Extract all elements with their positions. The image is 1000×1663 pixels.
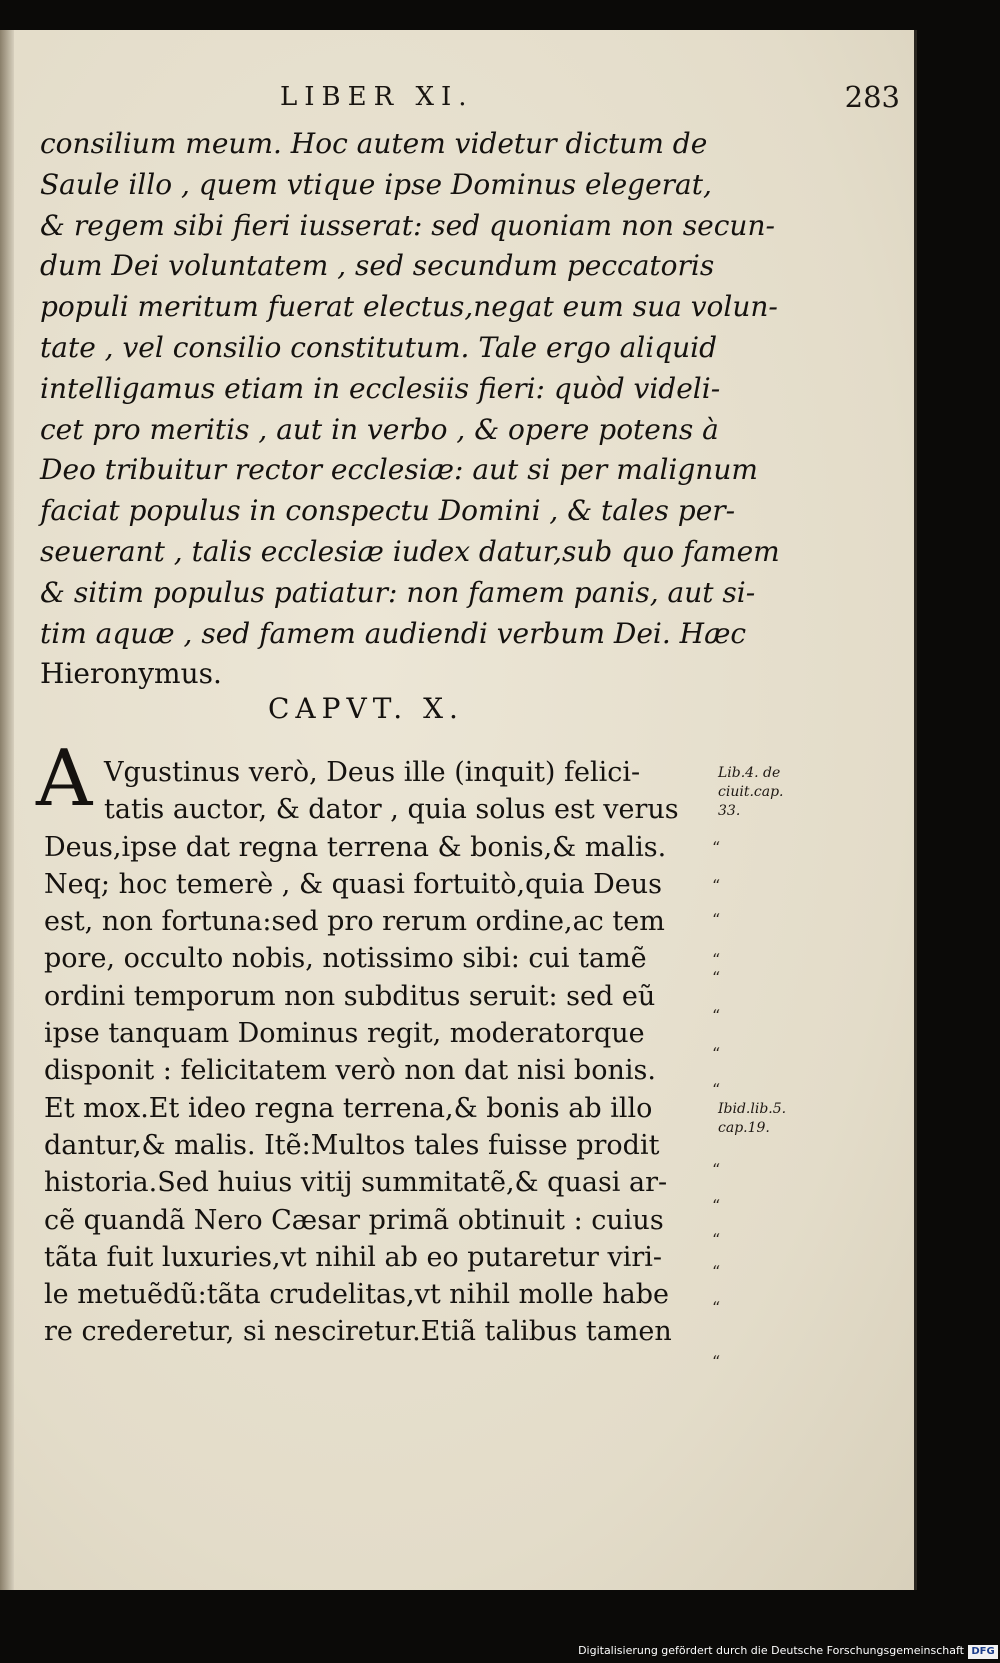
text-line: cet pro meritis , aut in verbo , & opere potens à [40, 412, 719, 446]
page-number: 283 [844, 80, 900, 114]
text-line: Saule illo , quem vtique ipse Dominus elegerat, [40, 167, 712, 201]
margin-quote-mark: “ [712, 1196, 721, 1215]
text-line: Hieronymus. [40, 657, 222, 691]
running-head: LIBER XI. [280, 82, 474, 112]
margin-quote-mark: “ [712, 876, 721, 895]
text-line: re crederetur, si nesciretur.Etiã talibus tamen [44, 1316, 672, 1348]
text-line: tim aquæ , sed famem audiendi verbum Dei. Hæc [40, 616, 747, 650]
margin-quote-mark: “ [712, 1298, 721, 1317]
text-line: & sitim populus patiatur: non famem panis, aut si- [40, 575, 756, 609]
chapter-heading: CAPVT. X. [268, 692, 464, 725]
text-line: seuerant , talis ecclesiæ iudex datur,sub quo famem [40, 534, 780, 568]
text-line: tate , vel consilio constitutum. Tale ergo aliquid [40, 330, 718, 364]
text-line: le metuẽdũ:tãta crudelitas,vt nihil molle habe [44, 1279, 669, 1311]
digitization-credit: Digitalisierung gefördert durch die Deutsche Forschungsgemeinschaft [578, 1644, 964, 1657]
text-line: tatis auctor, & dator , quia solus est verus [104, 794, 679, 826]
margin-quote-mark: “ [712, 1006, 721, 1025]
dfg-logo: DFG [968, 1645, 998, 1659]
margin-quote-mark: “ [712, 838, 721, 857]
text-line: & regem sibi fieri iusserat: sed quoniam non secun- [40, 208, 775, 242]
text-line: est, non fortuna:sed pro rerum ordine,ac tem [44, 906, 665, 938]
text-line: dum Dei voluntatem , sed secundum peccatoris [40, 249, 715, 283]
text-line: ordini temporum non subditus seruit: sed eũ [44, 980, 656, 1012]
marginal-note: Lib.4. de ciuit.cap. 33. [718, 765, 784, 819]
margin-quote-mark: “ [712, 1160, 721, 1179]
text-line: historia.Sed huius vitij summitatẽ,& quasi ar- [44, 1167, 668, 1199]
page-gutter-shadow [0, 30, 14, 1590]
text-line: cẽ quandã Nero Cæsar primã obtinuit : cuius [44, 1204, 664, 1236]
margin-quote-mark: “ [712, 1230, 721, 1249]
text-line: Deo tribuitur rector ecclesiæ: aut si per malignum [40, 453, 758, 487]
text-line: dantur,& malis. Itẽ:Multos tales fuisse prodit [44, 1129, 660, 1161]
text-line: tãta fuit luxuries,vt nihil ab eo putaretur viri- [44, 1241, 663, 1273]
text-line: Vgustinus verò, Deus ille (inquit) felici- [104, 757, 641, 788]
chapter-body-text [44, 754, 724, 1351]
italic-quotation-block [40, 124, 780, 695]
margin-quote-mark: “ [712, 968, 721, 987]
text-line: Et mox.Et ideo regna terrena,& bonis ab illo [44, 1092, 653, 1124]
page-header [280, 82, 900, 126]
text-line: Deus,ipse dat regna terrena & bonis,& malis. [44, 831, 667, 863]
margin-quote-mark: “ [712, 1262, 721, 1281]
margin-quote-mark: “ [712, 1352, 721, 1371]
text-line: intelligamus etiam in ecclesiis fieri: quòd videli- [40, 371, 721, 405]
drop-cap-initial: A [36, 734, 93, 824]
text-line: Neq; hoc temerè , & quasi fortuitò,quia Deus [44, 868, 662, 900]
marginal-note: Ibid.lib.5. cap.19. [718, 1101, 787, 1136]
text-line: populi meritum fuerat electus,negat eum sua volun- [40, 290, 778, 324]
text-line: faciat populus in conspectu Domini , & tales per- [40, 494, 736, 528]
text-line: consilium meum. Hoc autem videtur dictum de [40, 127, 708, 160]
margin-quote-mark: “ [712, 910, 721, 929]
margin-quote-mark: “ [712, 1044, 721, 1063]
margin-quote-mark: “ [712, 1080, 721, 1099]
text-line: ipse tanquam Dominus regit, moderatorque [44, 1018, 645, 1050]
margin-quote-mark: “ [712, 950, 721, 969]
text-line: disponit : felicitatem verò non dat nisi bonis. [44, 1055, 656, 1087]
text-line: pore, occulto nobis, notissimo sibi: cui tamẽ [44, 943, 647, 975]
